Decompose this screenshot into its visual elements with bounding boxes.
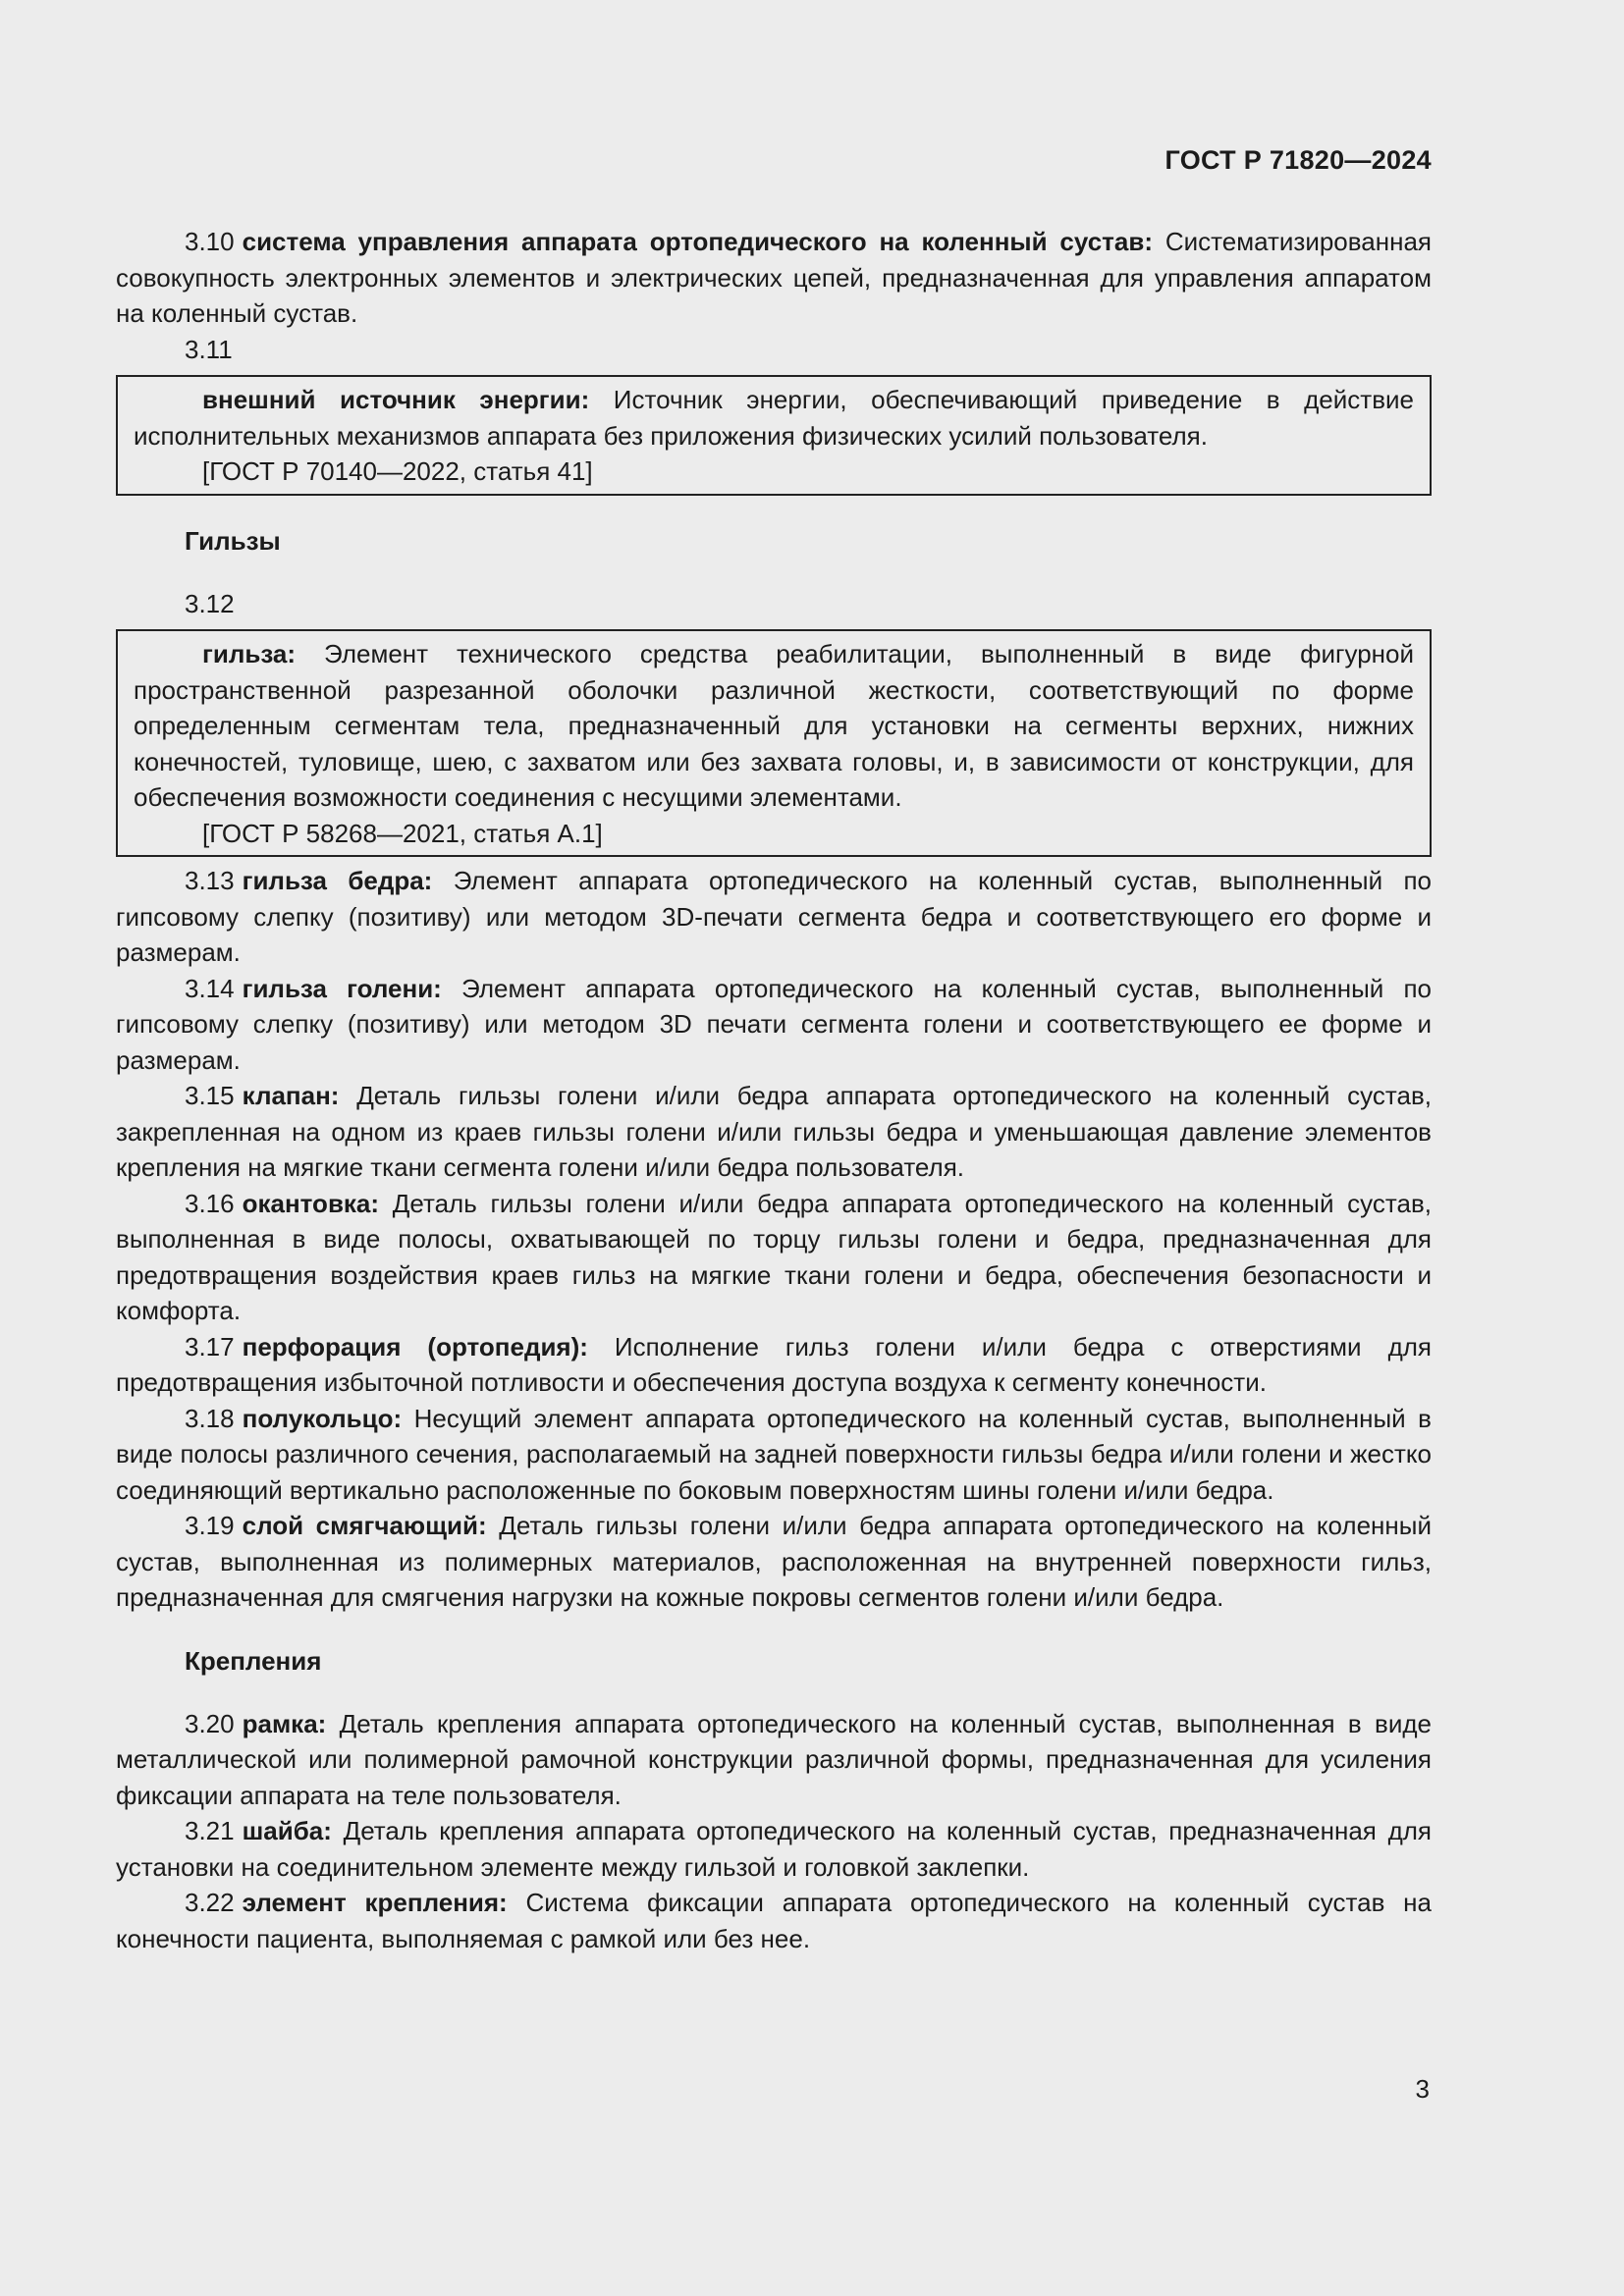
clause-3-19 <box>116 1508 1432 1616</box>
clause-term: окантовка: <box>242 1188 380 1218</box>
clause-text: Деталь крепления аппарата ортопедического на коленный сустав, предназначенная для установки на соединительном элементе между гильзой и головкой заклепки. <box>116 1816 1432 1882</box>
clause-text: Элемент технического средства реабилитации, выполненный в виде фигурной пространственной разрезанной оболочки различной жесткости, соответствующий по форме определенным сегментам тела, предназначенный для установки на сегменты верхних, нижних конечностей, туловище, шею, с захватом или без захвата головы, и, в зависимости от конструкции, для обеспечения возможности соединения с несущими элементами. <box>134 639 1414 812</box>
clause-number: 3.14 <box>185 973 235 1003</box>
clause-3-17 <box>116 1329 1432 1401</box>
clause-term: полукольцо: <box>242 1403 403 1433</box>
clause-term: клапан: <box>242 1081 340 1110</box>
source-reference: [ГОСТ Р 70140—2022, статья 41] <box>202 456 593 486</box>
clause-number: 3.19 <box>185 1511 235 1540</box>
clause-term: гильза голени: <box>242 973 442 1003</box>
quoted-definition-box <box>116 629 1432 857</box>
clause-text: Источник энергии, обеспечивающий приведение в действие исполнительных механизмов аппарата без приложения физических усилий пользователя. <box>134 385 1414 451</box>
clause-text: Несущий элемент аппарата ортопедического на коленный сустав, выполненный в виде полосы различного сечения, располагаемый на задней поверхности гильзы бедра и/или голени и жестко соединяющий вертикально расположенные по боковым поверхностям шины голени и/или бедра. <box>116 1403 1432 1505</box>
clause-3-11-number: 3.11 <box>185 334 233 364</box>
clause-number: 3.17 <box>185 1331 235 1362</box>
clause-3-18 <box>116 1401 1432 1509</box>
quoted-definition-box <box>116 375 1432 496</box>
page-number: 3 <box>1415 2074 1430 2104</box>
clause-term: рамка: <box>242 1708 327 1738</box>
clause-term: слой смягчающий: <box>242 1511 487 1540</box>
clause-text: Деталь гильзы голени и/или бедра аппарата ортопедического на коленный сустав, выполненная в виде полосы, охватывающей по торцу гильзы голени и бедра, предназначенная для предотвращения воздействия краев гильз на мягкие ткани голени и бедра, обеспечения безопасности и комфорта. <box>116 1188 1432 1325</box>
clause-number: 3.13 <box>185 866 235 895</box>
clause-3-20 <box>116 1706 1432 1814</box>
clause-3-12 <box>134 636 1414 816</box>
clause-term: гильза: <box>202 639 297 668</box>
clause-term: перфорация (ортопедия): <box>242 1331 588 1362</box>
section-heading-sleeves: Гильзы <box>185 525 281 556</box>
clause-number: 3.20 <box>185 1708 235 1738</box>
standard-designation: ГОСТ Р 71820—2024 <box>1164 145 1432 175</box>
clause-3-10 <box>116 224 1432 332</box>
clause-text: Элемент аппарата ортопедического на коленный сустав, выполненный по гипсовому слепку (позитиву) или методом 3D-печати сегмента бедра и соответствующего его форме и размерам. <box>116 866 1432 967</box>
clause-3-16 <box>116 1186 1432 1329</box>
clause-number: 3.10 <box>185 227 235 256</box>
document-body <box>116 224 1432 1956</box>
clause-number: 3.22 <box>185 1888 235 1917</box>
clause-text: Деталь гильзы голени и/или бедра аппарата ортопедического на коленный сустав, закрепленная на одном из краев гильзы голени и/или гильзы бедра и уменьшающая давление элементов крепления на мягкие ткани сегмента голени и/или бедра пользователя. <box>116 1081 1432 1182</box>
clause-text: Систематизированная совокупность электронных элементов и электрических цепей, предназначенная для управления аппаратом на коленный сустав. <box>116 227 1433 328</box>
clause-3-22 <box>116 1885 1432 1956</box>
clause-text: Элемент аппарата ортопедического на коленный сустав, выполненный по гипсовому слепку (позитиву) или методом 3D печати сегмента голени и соответствующего ее форме и размерам. <box>116 973 1433 1075</box>
clause-number: 3.21 <box>185 1816 235 1845</box>
clause-number: 3.16 <box>185 1188 235 1218</box>
source-reference: [ГОСТ Р 58268—2021, статья А.1] <box>202 818 603 848</box>
clause-term: шайба: <box>242 1816 332 1845</box>
clause-term: гильза бедра: <box>242 866 433 895</box>
section-heading-fasteners: Крепления <box>185 1645 322 1676</box>
clause-text: Деталь гильзы голени и/или бедра аппарата ортопедического на коленный сустав, выполненная из полимерных материалов, расположенная на внутренней поверхности гильз, предназначенная для смягчения нагрузки на кожные покровы сегментов голени и/или бедра. <box>116 1511 1432 1612</box>
clause-3-12-number: 3.12 <box>185 588 235 618</box>
clause-3-15 <box>116 1078 1432 1186</box>
clause-3-11 <box>134 382 1414 454</box>
clause-text: Система фиксации аппарата ортопедического на коленный сустав на конечности пациента, выполняемая с рамкой или без нее. <box>116 1888 1432 1953</box>
clause-3-21 <box>116 1813 1432 1885</box>
clause-term: система управления аппарата ортопедического на коленный сустав: <box>242 227 1153 256</box>
clause-3-13 <box>116 863 1432 971</box>
clause-number: 3.18 <box>185 1403 235 1433</box>
clause-text: Исполнение гильз голени и/или бедра с отверстиями для предотвращения избыточной потливости и обеспечения доступа воздуха к сегменту конечности. <box>116 1331 1432 1397</box>
clause-text: Деталь крепления аппарата ортопедического на коленный сустав, выполненная в виде металлической или полимерной рамочной конструкции различной формы, предназначенная для усиления фиксации аппарата на теле пользователя. <box>116 1708 1432 1810</box>
clause-term: внешний источник энергии: <box>202 385 590 414</box>
clause-number: 3.15 <box>185 1081 235 1110</box>
clause-3-14 <box>116 971 1432 1079</box>
clause-term: элемент крепления: <box>242 1888 508 1917</box>
